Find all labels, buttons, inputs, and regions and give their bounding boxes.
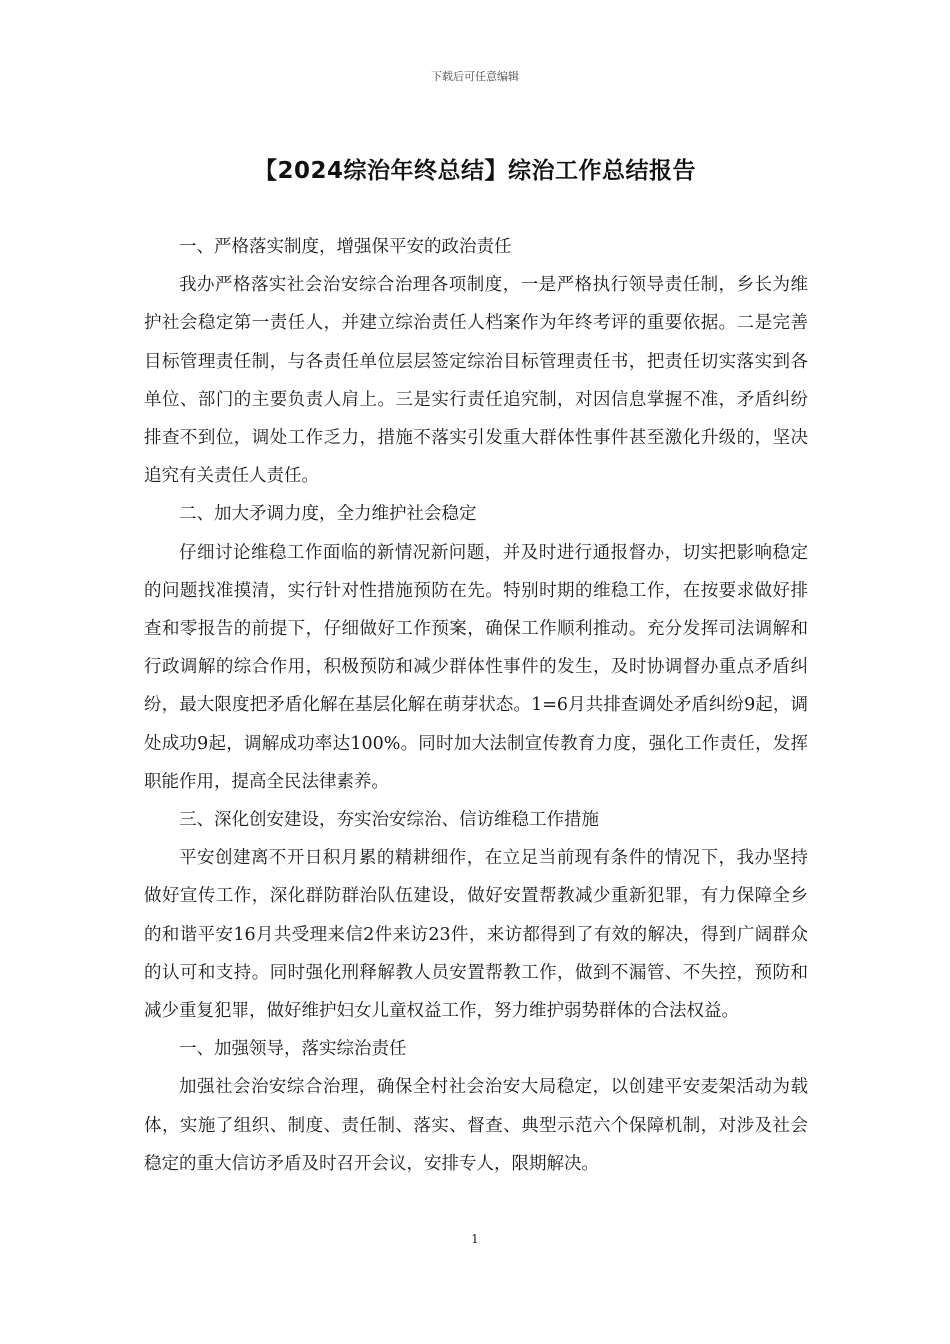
document-body: [144, 228, 808, 1183]
body-paragraph-1: 我办严格落实社会治安综合治理各项制度，一是严格执行领导责任制，乡长为维护社会稳定第一责任人，并建立综治责任人档案作为年终考评的重要依据。二是完善目标管理责任制，与各责任单位层层签定综治目标管理责任书，把责任切实落实到各单位、部门的主要负责人肩上。三是实行责任追究制，对因信息掌握不准，矛盾纠纷排查不到位，调处工作乏力，措施不落实引发重大群体性事件甚至激化升级的，坚决追究有关责任人责任。: [144, 275, 808, 487]
body-paragraph-2: 仔细讨论维稳工作面临的新情况新问题，并及时进行通报督办，切实把影响稳定的问题找准摸清，实行针对性措施预防在先。特别时期的维稳工作，在按要求做好排查和零报告的前提下，仔细做好工作预案，确保工作顺利推动。充分发挥司法调解和行政调解的综合作用，积极预防和减少群体性事件的发生，及时协调督办重点矛盾纠纷，最大限度把矛盾化解在基层化解在萌芽状态。1=6月共排查调处矛盾纠纷9起，调处成功9起，调解成功率达100%。同时加大法制宣传教育力度，强化工作责任，发挥职能作用，提高全民法律素养。: [144, 542, 808, 792]
header-note: 下载后可任意编辑: [431, 70, 519, 83]
section-heading-2: 二、加大矛调力度，全力维护社会稳定: [179, 504, 477, 525]
body-paragraph-4: 加强社会治安综合治理，确保全村社会治安大局稳定，以创建平安麦架活动为载体，实施了组织、制度、责任制、落实、督查、典型示范六个保障机制，对涉及社会稳定的重大信访矛盾及时召开会议，安排专人，限期解决。: [144, 1077, 808, 1174]
section-heading-4: 一、加强领导，落实综治责任: [179, 1039, 407, 1060]
document-title: 【2024综治年终总结】综治工作总结报告: [253, 158, 696, 184]
body-paragraph-3: 平安创建离不开日积月累的精耕细作，在立足当前现有条件的情况下，我办坚持做好宣传工作，深化群防群治队伍建设，做好安置帮教减少重新犯罪，有力保障全乡的和谐平安16月共受理来信2件来访23件，来访都得到了有效的解决，得到广阔群众的认可和支持。同时强化刑释解教人员安置帮教工作，做到不漏管、不失控，预防和减少重复犯罪，做好维护妇女儿童权益工作，努力维护弱势群体的合法权益。: [144, 848, 808, 1022]
section-heading-3: 三、深化创安建设，夯实治安综治、信访维稳工作措施: [179, 810, 599, 831]
page-number: 1: [471, 1232, 479, 1246]
section-heading-1: 一、严格落实制度，增强保平安的政治责任: [179, 237, 512, 257]
